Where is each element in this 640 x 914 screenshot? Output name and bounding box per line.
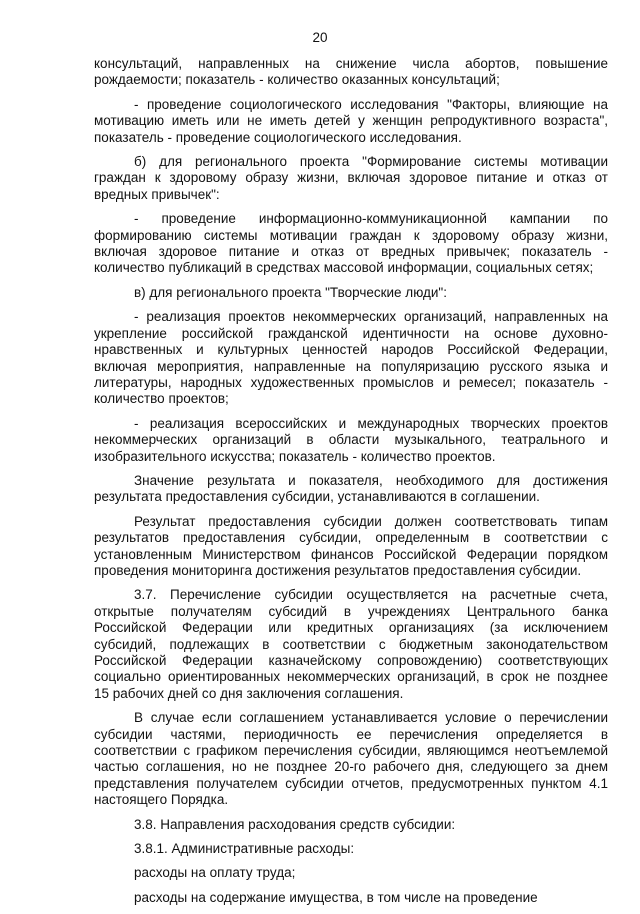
text-line: показатель - проведение социологического исследования. [94,129,462,145]
text-line: соответствии с графиком перечисления субсидии, являющимся неотъемлемой [94,743,608,759]
text-line: укрепление российской гражданской идентичности на основе духовно- [94,325,608,341]
text-line: социально ориентированных некоммерческих организаций, в срок не позднее [94,669,608,685]
text-line: 3.7. Перечисление субсидии осуществляется на расчетные счета, [134,587,608,603]
text-line: Результат предоставления субсидии должен соответствовать типам [134,513,608,529]
text-line: - реализация проектов некоммерческих организаций, направленных на [134,309,608,325]
paragraph [94,587,608,702]
paragraph [94,154,608,203]
text-line: частью соглашения, но не позднее 20-го рабочего дня, следующего за днем [94,759,608,775]
text-line: - реализация всероссийских и международных творческих проектов [134,415,608,431]
text-line: количество публикаций в средствах массовой информации, социальных сетях; [94,260,594,276]
paragraph [94,285,608,301]
paragraph [94,865,608,881]
paragraph [94,841,608,857]
text-line: консультаций, направленных на снижение числа абортов, повышение [94,56,608,71]
text-line: изобразительного искусства; показатель - количество проектов. [94,448,496,464]
text-line: б) для регионального проекта "Формирование системы мотивации [134,154,608,170]
text-line: включая мероприятия, направленные на популяризацию русского языка и [94,358,608,374]
paragraph [94,56,608,89]
page-number: 20 [312,30,328,45]
text-line: настоящего Порядка. [94,792,229,808]
text-line: включая здоровое питание и отказ от вредных привычек; показатель - [94,244,608,260]
text-line: субсидий, подлежащих в соответствии с бюджетным законодательством [94,636,608,652]
text-line: рождаемости; показатель - количество оказанных консультаций; [94,72,500,88]
text-line: установленным Министерством финансов Российской Федерации порядком [94,546,608,562]
text-line: Российской Федерации или кредитных организациях (за исключением [94,620,608,636]
text-line: результата предоставления субсидии, устанавливаются в соглашении. [94,489,540,505]
text-line: представления получателем субсидии отчетов, предусмотренных пунктом 4.1 [94,775,608,791]
paragraph [94,890,608,906]
text-line: формированию системы мотивации граждан к здоровому образу жизни, [94,227,608,243]
text-line: Значение результата и показателя, необходимого для достижения [134,472,608,488]
paragraph [94,514,608,580]
paragraph [94,416,608,465]
text-line: проведения мониторинга достижения результатов предоставления субсидии. [94,562,582,578]
paragraph [94,309,608,407]
text-line: 15 рабочих дней со дня заключения соглашения. [94,685,404,701]
text-line: 3.8. Направления расходования средств субсидии: [134,816,456,832]
text-line: нравственных и культурных ценностей народов Российской Федерации, [94,342,608,358]
paragraph [94,817,608,833]
text-line: вредных привычек": [94,186,220,202]
text-line: результатов предоставления субсидии, определенным в соответствии с [94,530,608,546]
paragraph [94,473,608,506]
text-line: в) для регионального проекта "Творческие люди": [134,284,447,300]
text-line: В случае если соглашением устанавливается условие о перечислении [134,710,608,726]
text-line: субсидии частями, периодичность ее перечисления определяется в [94,726,608,742]
paragraph [94,710,608,808]
text-line: Российской Федерации казначейскому сопровождению) соответствующих [94,653,608,668]
paragraph [94,97,608,146]
text-line: расходы на содержание имущества, в том числе на проведение [134,889,538,905]
document-body [94,56,608,914]
text-line: - проведение информационно-коммуникационной кампании по [134,211,608,227]
text-line: количество проектов; [94,391,229,407]
text-line: мотивацию иметь или не иметь детей у женщин репродуктивного возраста", [94,113,608,129]
paragraph [94,211,608,277]
text-line: открытые получателям субсидий в учреждениях Центрального банка [94,603,608,619]
text-line: расходы на оплату труда; [134,865,296,881]
text-line: 3.8.1. Административные расходы: [134,841,355,857]
text-line: граждан к здоровому образу жизни, включая здоровое питание и отказ от [94,170,608,186]
text-line: - проведение социологического исследования "Факторы, влияющие на [134,96,608,112]
text-line: литературы, народных художественных промыслов и ремесел; показатель - [94,374,608,390]
text-line: некоммерческих организаций в области музыкального, театрального и [94,432,608,448]
